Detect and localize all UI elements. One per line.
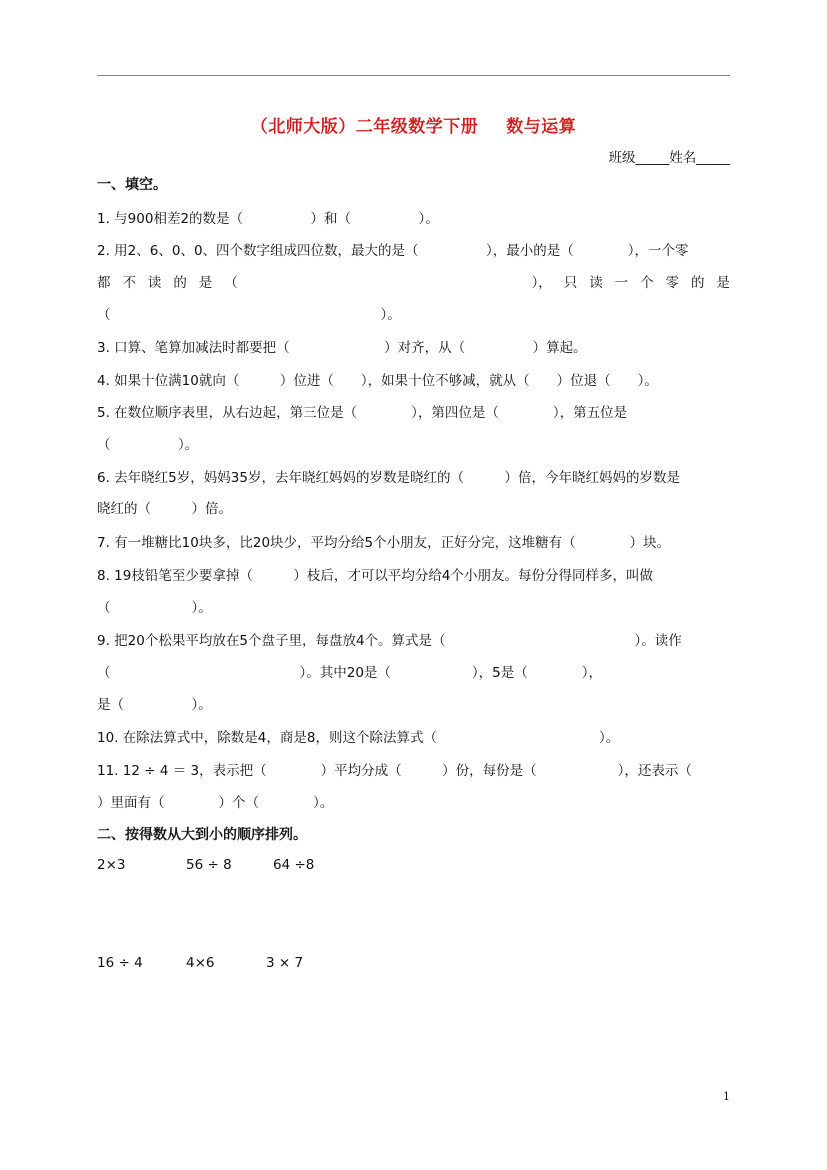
page-number: 1 xyxy=(723,1090,730,1103)
expression-64-div-8: 64 ÷8 xyxy=(273,857,315,873)
class-name-line: 班级_____姓名_____ xyxy=(608,150,730,166)
expression-4x6: 4×6 xyxy=(186,955,215,971)
question-11-line-2: ）里面有（ ）个（ ）。 xyxy=(97,795,334,811)
section2-heading: 二、按得数从大到小的顺序排列。 xyxy=(97,827,307,843)
question-9-line-3: 是（ ）。 xyxy=(97,697,212,713)
section1-heading: 一、填空。 xyxy=(97,177,167,193)
question-10: 10. 在除法算式中，除数是4，商是8，则这个除法算式（ ）。 xyxy=(97,730,620,746)
expression-2x3: 2×3 xyxy=(97,857,126,873)
question-3: 3. 口算、笔算加减法时都要把（ ）对齐，从（ ）算起。 xyxy=(97,340,587,356)
title-right: 数与运算 xyxy=(506,117,577,137)
title-left: （北师大版）二年级数学下册 xyxy=(250,117,479,137)
question-6-line-1: 6. 去年晓红5岁，妈妈35岁，去年晓红妈妈的岁数是晓红的（ ）倍，今年晓红妈妈的岁数是 xyxy=(97,470,680,486)
question-2-line-2: 都 不 读 的 是 （ ）， 只 读 一 个 零 的 是 xyxy=(97,275,730,291)
question-9-line-2: （ ）。其中20是（ ），5是（ ）， xyxy=(97,665,603,681)
question-6-line-2: 晓红的（ ）倍。 xyxy=(97,501,232,517)
question-7: 7. 有一堆糖比10块多，比20块少，平均分给5个小朋友，正好分完，这堆糖有（ ）块。 xyxy=(97,535,671,551)
question-4: 4. 如果十位满10就向（ ）位进（ ），如果十位不够减，就从（ ）位退（ ）。 xyxy=(97,373,658,389)
question-8-line-2: （ ）。 xyxy=(97,600,212,616)
question-5-line-1: 5. 在数位顺序表里，从右边起，第三位是（ ），第四位是（ ），第五位是 xyxy=(97,405,628,421)
expression-16-div-4: 16 ÷ 4 xyxy=(97,955,143,971)
question-8-line-1: 8. 19枝铅笔至少要拿掉（ ）枝后，才可以平均分给4个小朋友。每份分得同样多，叫做 xyxy=(97,568,653,584)
page-title xyxy=(0,112,827,137)
question-2-line-1: 2. 用2、6、0、0、四个数字组成四位数，最大的是（ ），最小的是（ ），一个零 xyxy=(97,243,689,259)
question-2-line-3: （ ）。 xyxy=(97,307,401,323)
expression-56-div-8: 56 ÷ 8 xyxy=(186,857,232,873)
question-11-line-1: 11. 12 ÷ 4 ＝ 3，表示把（ ）平均分成（ ）份，每份是（ ），还表示（ xyxy=(97,763,692,779)
question-9-line-1: 9. 把20个松果平均放在5个盘子里，每盘放4个。算式是（ ）。读作 xyxy=(97,633,682,649)
question-5-line-2: （ ）。 xyxy=(97,437,199,453)
expression-3x7: 3 × 7 xyxy=(266,955,304,971)
header-rule xyxy=(97,75,730,76)
question-1: 1. 与900相差2的数是（ ）和（ ）。 xyxy=(97,211,439,227)
